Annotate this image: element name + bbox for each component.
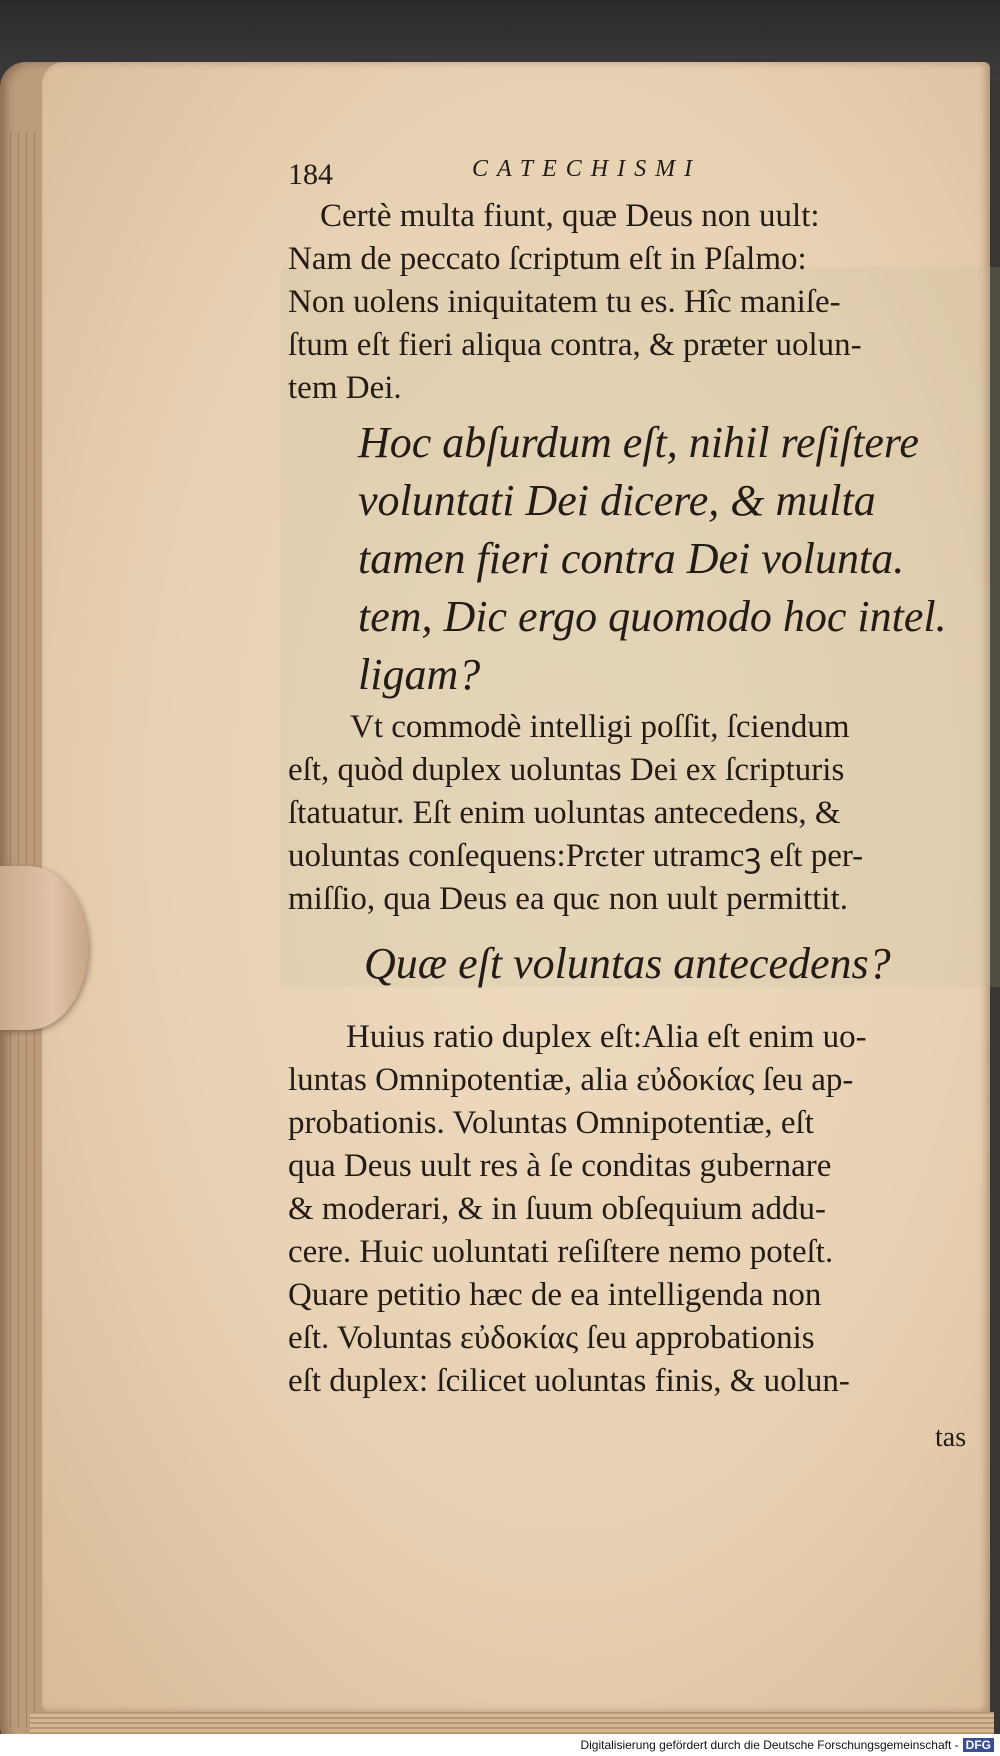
text-line: uoluntas conſequens:Prͼter utramcꝫ eſt per- bbox=[288, 838, 864, 874]
text-line: cere. Huic uoluntati reſiſtere nemo poteſt. bbox=[288, 1234, 834, 1270]
digitization-credit bbox=[0, 1734, 1000, 1756]
running-title: CATECHISMI bbox=[472, 156, 702, 182]
text-line: Huius ratio duplex eſt:Alia eſt enim uo- bbox=[346, 1019, 867, 1055]
question-line: Hoc abſurdum eſt, nihil reſiſtere bbox=[358, 418, 919, 467]
question-line: tem, Dic ergo quomodo hoc intel. bbox=[358, 592, 947, 641]
text-line: qua Deus uult res à ſe conditas gubernare bbox=[288, 1148, 832, 1184]
question-1 bbox=[358, 414, 947, 704]
question-line: tamen fieri contra Dei volunta. bbox=[358, 534, 905, 583]
text-line: ſtatuatur. Eſt enim uoluntas antecedens, & bbox=[288, 795, 841, 831]
page-number: 184 bbox=[288, 158, 333, 191]
paragraph-3 bbox=[288, 1016, 867, 1403]
text-line: eſt, quòd duplex uoluntas Dei ex ſcripturis bbox=[288, 752, 845, 788]
text-line: Nam de peccato ſcriptum eſt in Pſalmo: bbox=[288, 241, 807, 277]
question-line: ligam? bbox=[358, 650, 481, 699]
text-line: Vt commodè intelligi poſſit, ſciendum bbox=[350, 709, 850, 745]
question-2: Quæ eſt voluntas antecedens? bbox=[364, 939, 891, 988]
paragraph-2 bbox=[288, 706, 863, 921]
text-line: miſſio, qua Deus ea quͼ non uult permittit. bbox=[288, 881, 848, 917]
text-line: Certè multa fiunt, quæ Deus non uult: bbox=[320, 198, 820, 234]
text-line: Non uolens iniquitatem tu es. Hîc maniſe- bbox=[288, 284, 841, 320]
text-line: Quare petitio hæc de ea intelligenda non bbox=[288, 1277, 822, 1313]
catchword: tas bbox=[935, 1422, 967, 1453]
paragraph-1 bbox=[288, 195, 862, 410]
text-line: tem Dei. bbox=[288, 370, 402, 406]
text-line: luntas Omnipotentiæ, alia εὐδοκίας ſeu ap- bbox=[288, 1062, 854, 1098]
text-line: ſtum eſt fieri aliqua contra, & præter uolun- bbox=[288, 327, 862, 363]
question-line: voluntati Dei dicere, & multa bbox=[358, 476, 876, 525]
credit-text: Digitalisierung gefördert durch die Deutsche Forschungsgemeinschaft - bbox=[580, 1738, 959, 1752]
dfg-logo: DFG bbox=[963, 1738, 994, 1752]
text-line: eſt. Voluntas εὐδοκίας ſeu approbationis bbox=[288, 1320, 815, 1356]
text-line: & moderari, & in ſuum obſequium addu- bbox=[288, 1191, 826, 1227]
text-line: eſt duplex: ſcilicet uoluntas finis, & uolun- bbox=[288, 1363, 850, 1399]
text-line: probationis. Voluntas Omnipotentiæ, eſt bbox=[288, 1105, 814, 1141]
